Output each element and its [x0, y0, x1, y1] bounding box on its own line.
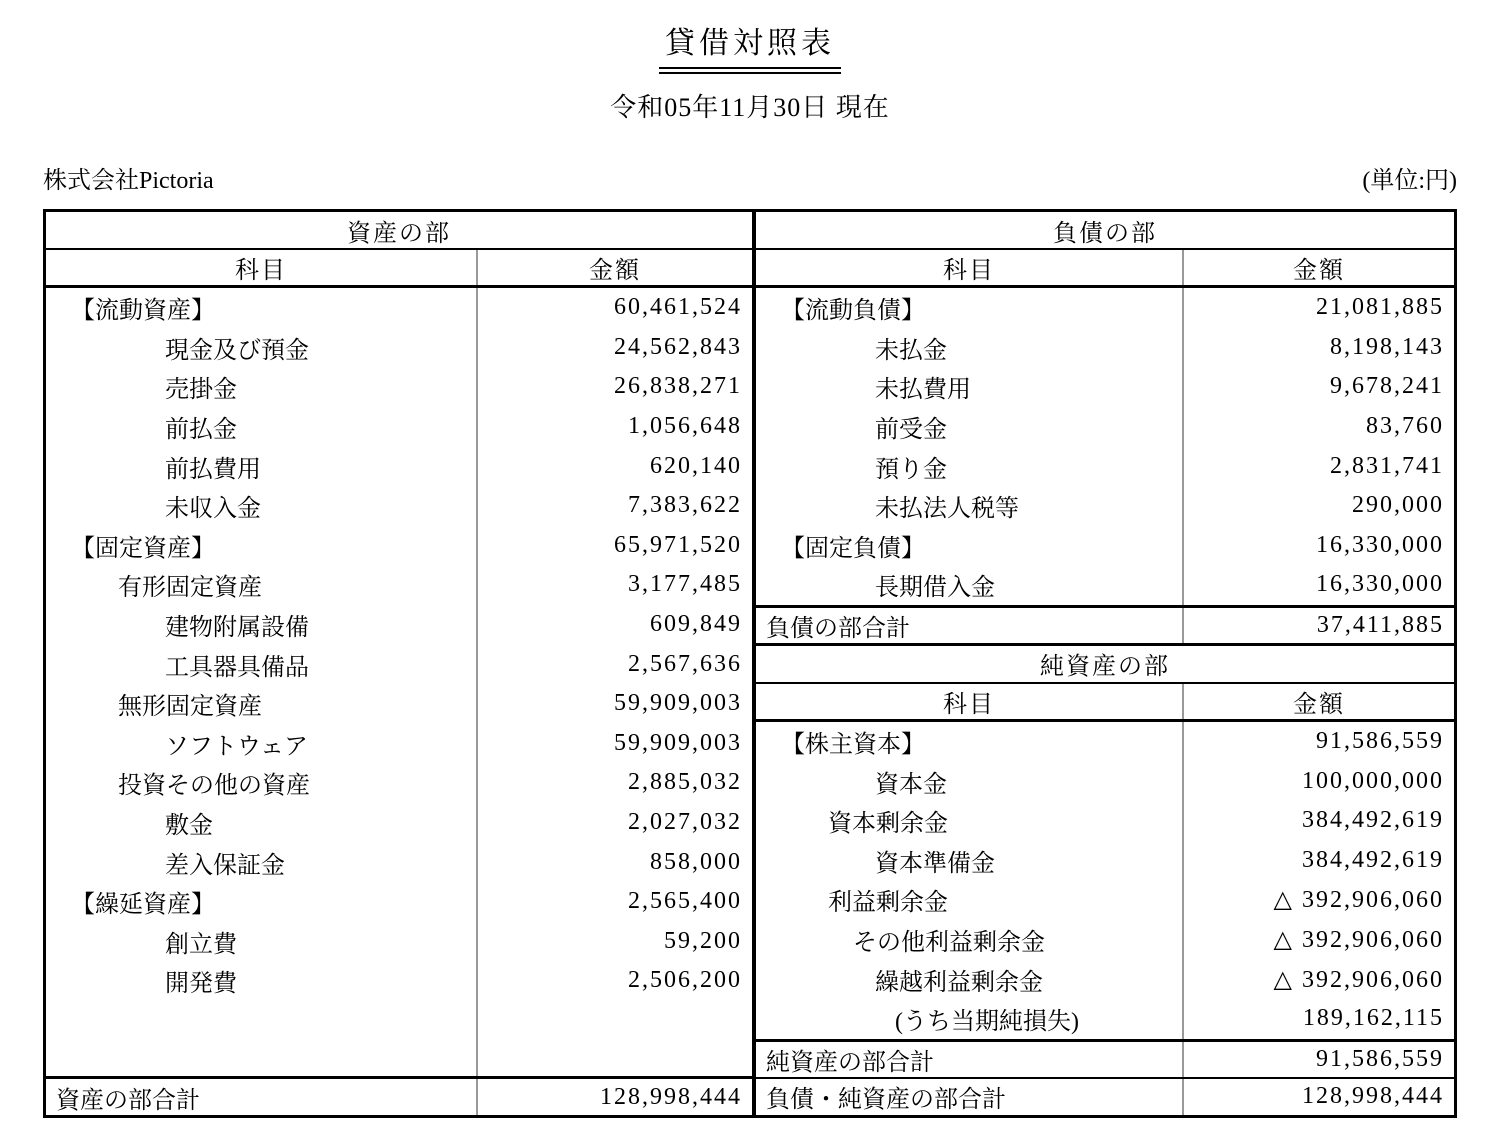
amount-column-header: 金額: [1293, 258, 1345, 284]
table-row: [46, 565, 752, 605]
row-value: 91,586,559: [1316, 728, 1444, 755]
liabilities-column-header: [756, 250, 1454, 288]
row-label: 純資産の部合計: [756, 1042, 1184, 1077]
row-value: △ 392,906,060: [1273, 887, 1444, 914]
row-value: 384,492,619: [1302, 846, 1444, 873]
table-row: [756, 565, 1454, 605]
row-value: 83,760: [1366, 413, 1444, 440]
row-value: 2,027,032: [628, 809, 742, 836]
row-label: ソフトウェア: [46, 724, 478, 764]
row-label: その他利益剰余金: [756, 920, 1184, 960]
liabilities-net-assets-grand-total-row: [756, 1079, 1454, 1116]
row-label: 開発費: [46, 961, 478, 1001]
company-name: 株式会社Pictoria: [43, 168, 214, 194]
row-label: 資本準備金: [756, 841, 1184, 881]
row-value: 59,909,003: [614, 729, 742, 756]
row-value: 21,081,885: [1316, 294, 1444, 321]
table-row: [46, 328, 752, 368]
table-row: [46, 446, 752, 486]
row-value: 3,177,485: [628, 571, 742, 598]
table-row: [46, 644, 752, 684]
liabilities-net-assets-section: [756, 212, 1454, 1115]
row-value: 290,000: [1352, 492, 1444, 519]
table-row: [46, 842, 752, 882]
row-label: 【繰延資産】: [46, 882, 478, 922]
row-value: 37,411,885: [1316, 611, 1444, 638]
row-label: 繰越利益剰余金: [756, 959, 1184, 999]
row-value: 91,586,559: [1316, 1045, 1444, 1072]
row-label: 売掛金: [46, 367, 478, 407]
row-label: 【固定資産】: [46, 526, 478, 566]
net-assets-total-row: [756, 1039, 1454, 1079]
date-line: 令和05年11月30日 現在: [610, 93, 890, 122]
row-value: 1,056,648: [628, 413, 742, 440]
table-row: [46, 288, 752, 328]
table-row: [756, 407, 1454, 447]
table-row: [756, 526, 1454, 566]
unit-label: (単位:円): [1362, 168, 1457, 194]
row-value: 59,200: [664, 927, 742, 954]
row-value: 858,000: [650, 848, 742, 875]
row-value: 2,885,032: [628, 769, 742, 796]
row-value: 620,140: [650, 452, 742, 479]
account-column-header: 科目: [46, 250, 478, 285]
row-value: 60,461,524: [614, 294, 742, 321]
row-label: 創立費: [46, 922, 478, 962]
row-value: 2,506,200: [628, 967, 742, 994]
net-assets-section-header: 純資産の部: [756, 646, 1454, 684]
row-value: 189,162,115: [1302, 1005, 1444, 1032]
page-title: 貸借対照表: [659, 18, 841, 74]
row-label: 未払法人税等: [756, 486, 1184, 526]
table-filler: [46, 1001, 752, 1076]
row-value: 100,000,000: [1302, 767, 1444, 794]
row-label: 有形固定資産: [46, 565, 478, 605]
table-row: [46, 803, 752, 843]
assets-total-row: [46, 1076, 752, 1115]
row-label: (うち当期純損失): [756, 999, 1184, 1039]
row-value: 16,330,000: [1316, 531, 1444, 558]
table-row: [756, 722, 1454, 762]
assets-section-header: 資産の部: [46, 212, 752, 250]
row-label: 現金及び預金: [46, 328, 478, 368]
table-row: [756, 761, 1454, 801]
assets-column-header: [46, 250, 752, 288]
table-row: [46, 407, 752, 447]
row-label: 建物附属設備: [46, 605, 478, 645]
amount-column-header: 金額: [589, 258, 641, 284]
table-row: [756, 841, 1454, 881]
assets-section: [46, 212, 756, 1115]
row-label: 長期借入金: [756, 565, 1184, 605]
table-row: [46, 684, 752, 724]
row-label: 前払費用: [46, 446, 478, 486]
row-value: 16,330,000: [1316, 571, 1444, 598]
row-label: 資本金: [756, 761, 1184, 801]
row-label: 資本剰余金: [756, 801, 1184, 841]
meta-row: [43, 160, 1457, 195]
row-value: 609,849: [650, 611, 742, 638]
table-row: [46, 526, 752, 566]
table-row: [756, 999, 1454, 1039]
row-value: 24,562,843: [614, 333, 742, 360]
row-value: 384,492,619: [1302, 807, 1444, 834]
table-row: [46, 922, 752, 962]
row-label: 負債・純資産の部合計: [756, 1079, 1184, 1116]
table-row: [756, 367, 1454, 407]
table-row: [46, 724, 752, 764]
row-value: 128,998,444: [600, 1083, 742, 1110]
table-row: [756, 446, 1454, 486]
liabilities-section-header: 負債の部: [756, 212, 1454, 250]
row-value: △ 392,906,060: [1273, 927, 1444, 954]
row-value: 59,909,003: [614, 690, 742, 717]
row-label: 差入保証金: [46, 842, 478, 882]
account-column-header: 科目: [756, 684, 1184, 719]
row-value: △ 392,906,060: [1273, 966, 1444, 993]
row-label: 預り金: [756, 446, 1184, 486]
row-value: 2,831,741: [1330, 452, 1444, 479]
table-row: [46, 763, 752, 803]
row-label: 前払金: [46, 407, 478, 447]
row-label: 未収入金: [46, 486, 478, 526]
row-label: 【流動負債】: [756, 288, 1184, 328]
row-label: 敷金: [46, 803, 478, 843]
row-value: 8,198,143: [1330, 333, 1444, 360]
row-label: 【固定負債】: [756, 526, 1184, 566]
table-row: [46, 367, 752, 407]
row-value: 128,998,444: [1302, 1083, 1444, 1110]
row-value: 9,678,241: [1330, 373, 1444, 400]
row-label: 利益剰余金: [756, 880, 1184, 920]
row-label: 【株主資本】: [756, 722, 1184, 762]
table-row: [46, 882, 752, 922]
row-value: 7,383,622: [628, 492, 742, 519]
table-row: [756, 288, 1454, 328]
amount-column-header: 金額: [1293, 691, 1345, 718]
row-value: 26,838,271: [614, 373, 742, 400]
row-label: 未払費用: [756, 367, 1184, 407]
table-row: [46, 961, 752, 1001]
balance-sheet-table: [43, 209, 1457, 1118]
table-row: [756, 486, 1454, 526]
table-row: [756, 920, 1454, 960]
table-row: [46, 605, 752, 645]
net-assets-column-header: [756, 684, 1454, 722]
table-row: [46, 486, 752, 526]
row-label: 前受金: [756, 407, 1184, 447]
row-label: 工具器具備品: [46, 644, 478, 684]
row-label: 資産の部合計: [46, 1079, 478, 1115]
row-label: 未払金: [756, 328, 1184, 368]
row-label: 投資その他の資産: [46, 763, 478, 803]
table-row: [756, 959, 1454, 999]
table-row: [756, 801, 1454, 841]
liabilities-total-row: [756, 605, 1454, 646]
row-value: 65,971,520: [614, 531, 742, 558]
title-block: [0, 0, 1500, 74]
table-row: [756, 328, 1454, 368]
row-label: 負債の部合計: [756, 608, 1184, 643]
row-value: 2,565,400: [628, 888, 742, 915]
row-label: 無形固定資産: [46, 684, 478, 724]
account-column-header: 科目: [756, 250, 1184, 285]
table-row: [756, 880, 1454, 920]
row-value: 2,567,636: [628, 650, 742, 677]
row-label: 【流動資産】: [46, 288, 478, 328]
